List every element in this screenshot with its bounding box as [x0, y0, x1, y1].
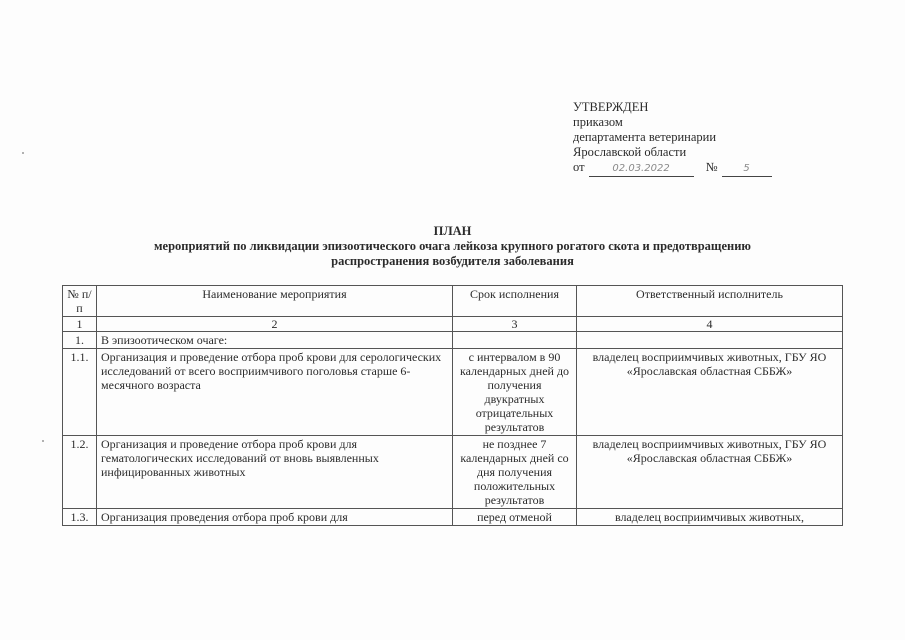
index-cell: 3: [453, 317, 577, 332]
header-term: Срок исполнения: [453, 286, 577, 317]
row-name: В эпизоотическом очаге:: [97, 332, 453, 349]
number-label: №: [705, 160, 718, 174]
approval-date: 02.03.2022: [589, 161, 694, 177]
plan-subtitle-2: распространения возбудителя заболевания: [331, 254, 574, 268]
index-cell: 2: [97, 317, 453, 332]
approval-order: приказом: [573, 115, 623, 129]
scan-speck: [22, 152, 24, 154]
document-title: [0, 224, 905, 269]
table-row: [63, 509, 843, 526]
row-num: 1.: [63, 332, 97, 349]
plan-subtitle-1: мероприятий по ликвидации эпизоотического очага лейкоза крупного рогатого скота и предотвращению: [154, 239, 751, 253]
row-responsible: владелец восприимчивых животных, ГБУ ЯО «Ярославская областная СББЖ»: [577, 349, 843, 436]
header-num: № п/п: [63, 286, 97, 317]
row-name: Организация проведения отбора проб крови для: [97, 509, 453, 526]
table-row: [63, 349, 843, 436]
approval-region: Ярославской области: [573, 145, 687, 159]
table-index-row: [63, 317, 843, 332]
row-name: Организация и проведение отбора проб крови для серологических исследований от всего восприимчивого поголовья старше 6-месячного возраста: [97, 349, 453, 436]
row-responsible: [577, 332, 843, 349]
row-responsible: владелец восприимчивых животных, ГБУ ЯО «Ярославская областная СББЖ»: [577, 436, 843, 509]
approval-date-line: [573, 160, 772, 177]
row-term: не позднее 7 календарных дней со дня получения положительных результатов: [453, 436, 577, 509]
approval-number: 5: [722, 161, 772, 177]
table-row: [63, 436, 843, 509]
scan-speck: [42, 440, 44, 442]
index-cell: 1: [63, 317, 97, 332]
approval-department: департамента ветеринарии: [573, 130, 717, 144]
row-num: 1.1.: [63, 349, 97, 436]
approval-title: УТВЕРЖДЕН: [573, 100, 649, 114]
index-cell: 4: [577, 317, 843, 332]
row-name: Организация и проведение отбора проб крови для гематологических исследований от вновь выявленных инфицированных животных: [97, 436, 453, 509]
row-num: 1.2.: [63, 436, 97, 509]
table-header-row: [63, 286, 843, 317]
row-term: с интервалом в 90 календарных дней до получения двукратных отрицательных результатов: [453, 349, 577, 436]
from-label: от: [573, 160, 585, 174]
approval-stamp: [573, 100, 772, 177]
plan-heading: ПЛАН: [433, 224, 472, 238]
row-responsible: владелец восприимчивых животных,: [577, 509, 843, 526]
header-name: Наименование мероприятия: [97, 286, 453, 317]
row-term: перед отменой: [453, 509, 577, 526]
row-term: [453, 332, 577, 349]
plan-table: [62, 285, 843, 526]
table-row: [63, 332, 843, 349]
row-num: 1.3.: [63, 509, 97, 526]
header-responsible: Ответственный исполнитель: [577, 286, 843, 317]
